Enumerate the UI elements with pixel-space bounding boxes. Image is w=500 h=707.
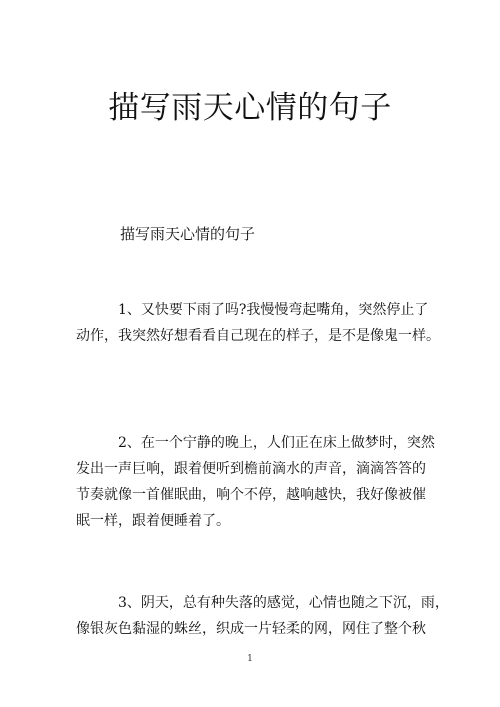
paragraph-1 — [76, 297, 438, 349]
document-subtitle: 描写雨天心情的句子 — [120, 225, 256, 243]
paragraph-line: 3、阴天，总有种失落的感觉，心情也随之下沉，雨， — [118, 595, 449, 611]
paragraph-line: 节奏就像一首催眠曲，响个不停，越响越快，我好像被催 — [76, 487, 426, 503]
paragraph-line: 2、在一个宁静的晚上，人们正在床上做梦时，突然 — [118, 435, 435, 451]
paragraph-line: 1、又快要下雨了吗?我慢慢弯起嘴角，突然停止了 — [118, 302, 429, 318]
paragraph-3 — [76, 590, 449, 642]
paragraph-line: 像银灰色黏湿的蛛丝，织成一片轻柔的网，网住了整个秋 — [76, 621, 426, 637]
paragraph-2 — [76, 430, 438, 534]
paragraph-line: 动作，我突然好想看看自己现在的样子，是不是像鬼一样。 — [76, 328, 440, 344]
document-title: 描写雨天心情的句子 — [108, 90, 392, 126]
paragraph-line: 眠一样，跟着便睡着了。 — [76, 513, 230, 529]
page-number: 1 — [247, 654, 253, 664]
paragraph-line: 发出一声巨响，跟着便听到檐前滴水的声音，滴滴答答的 — [76, 461, 426, 477]
